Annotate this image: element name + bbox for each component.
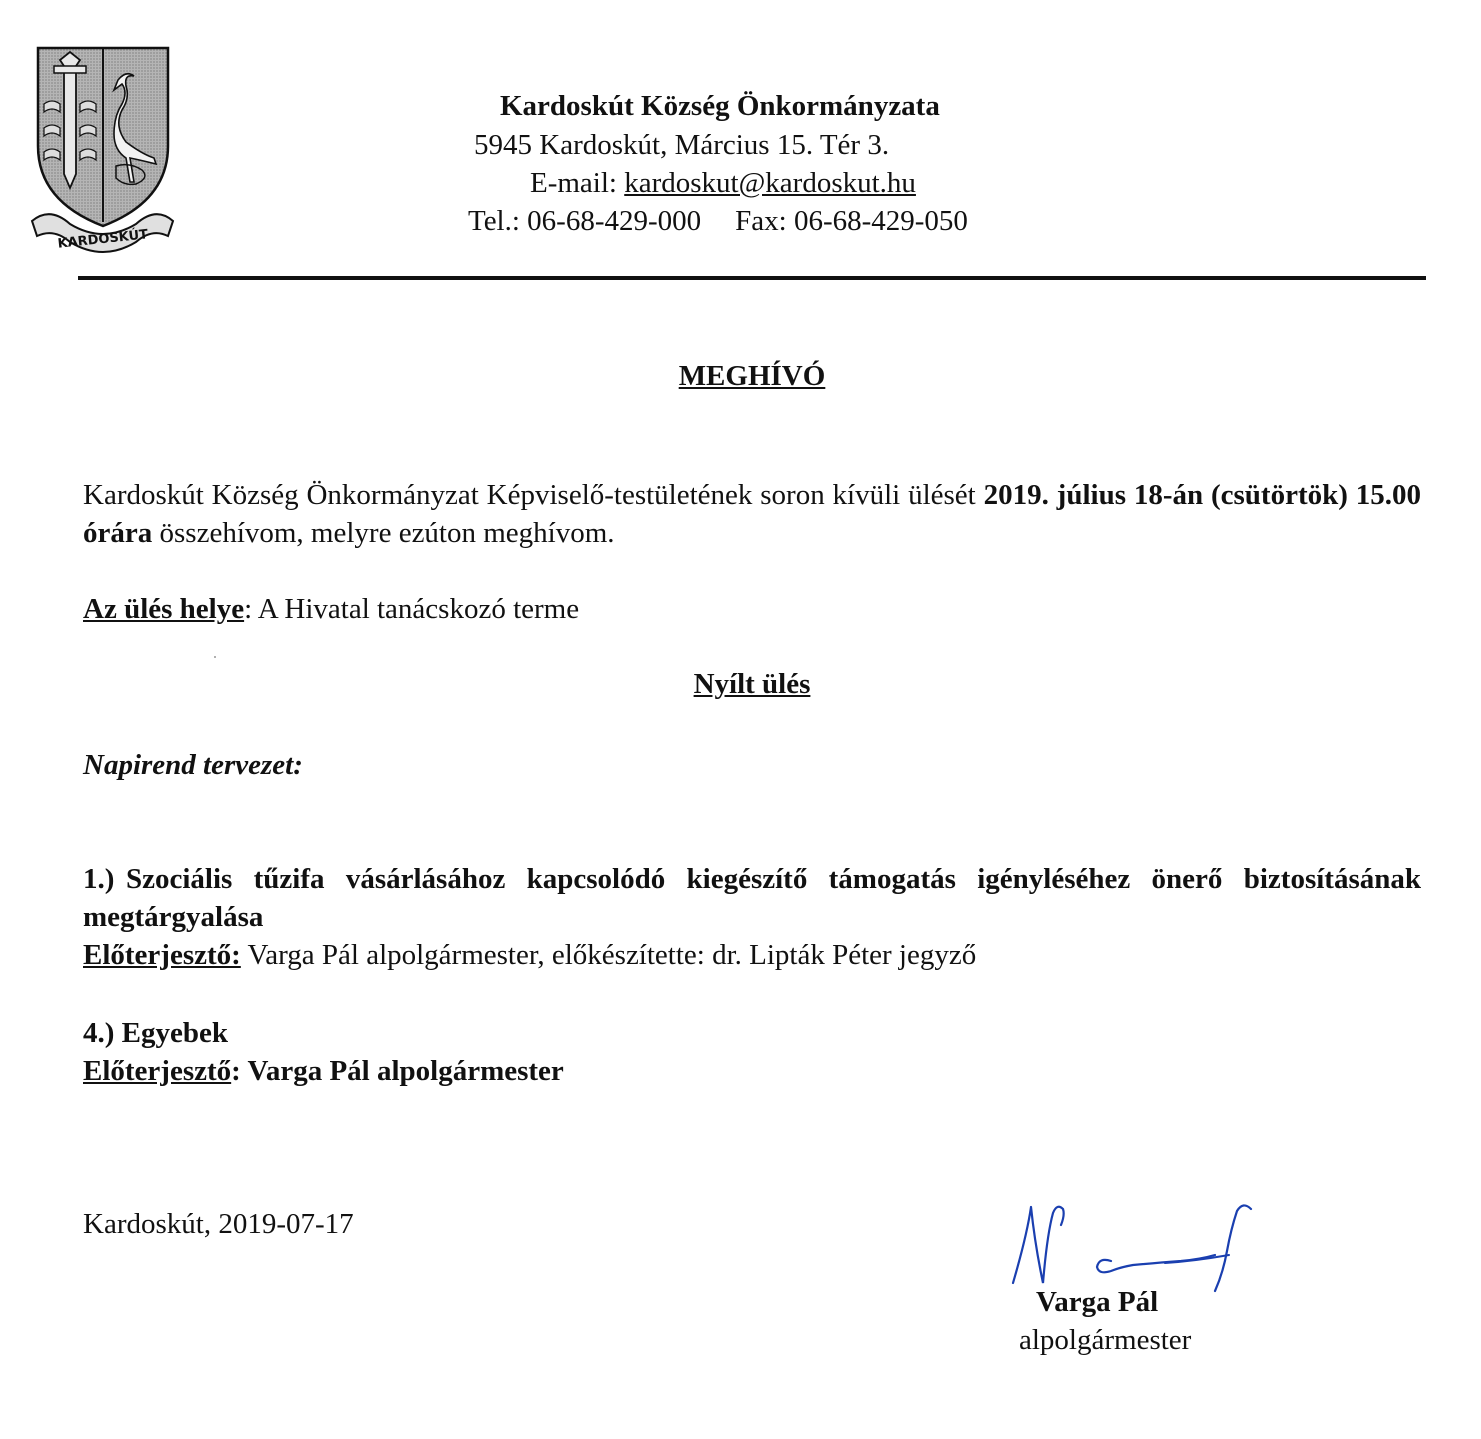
place-and-date: Kardoskút, 2019-07-17 <box>83 1208 354 1240</box>
presenter-label: Előterjesztő: <box>83 939 241 971</box>
invitation-text-end: összehívom, melyre ezúton meghívom. <box>152 517 615 549</box>
invitation-paragraph <box>83 476 1421 552</box>
fax: Fax: 06-68-429-050 <box>735 205 968 237</box>
signatory-name: Varga Pál <box>1036 1286 1159 1318</box>
organization-address: 5945 Kardoskút, Március 15. Tér 3. <box>474 129 890 161</box>
telephone: Tel.: 06-68-429-000 <box>468 205 702 237</box>
agenda-item <box>83 1014 1421 1052</box>
email-line <box>530 164 916 202</box>
meeting-place-value: : A Hivatal tanácskozó terme <box>244 593 580 625</box>
meeting-date: 2019. július 18-án (csütörtök) 15.00 órára <box>83 479 1421 549</box>
document-title: MEGHÍVÓ <box>678 360 826 392</box>
invitation-text: Kardoskút Község Önkormányzat Képviselő-testületének soron kívüli ülését <box>83 479 984 511</box>
email-link[interactable]: kardoskut@kardoskut.hu <box>624 167 916 199</box>
header-divider <box>78 276 1426 280</box>
agenda-item-number: 1.) <box>83 863 115 895</box>
agenda-title: Napirend tervezet: <box>83 749 303 781</box>
agenda-item <box>83 860 1421 936</box>
signatory-role: alpolgármester <box>1019 1324 1192 1356</box>
agenda-item-text: Szociális tűzifa vásárlásához kapcsolódó kiegészítő támogatás igényléséhez önerő biztosításának megtárgyalása <box>83 863 1421 933</box>
meeting-place-label: Az ülés helye <box>83 593 245 625</box>
presenter-value: : Varga Pál alpolgármester <box>231 1055 564 1087</box>
coat-of-arms-icon <box>30 46 175 261</box>
email-label: E-mail: <box>530 167 625 199</box>
session-type: Nyílt ülés <box>693 668 811 700</box>
agenda-item-presenter <box>83 1052 1421 1090</box>
scan-speck <box>214 656 216 658</box>
presenter-label: Előterjesztő <box>83 1055 232 1087</box>
organization-name: Kardoskút Község Önkormányzata <box>500 90 940 122</box>
svg-text:KARDOSKÚT: KARDOSKÚT <box>56 227 149 252</box>
agenda-item-number: 4.) <box>83 1017 115 1049</box>
handwritten-signature <box>1005 1195 1265 1295</box>
presenter-value: Varga Pál alpolgármester, előkészítette: dr. Lipták Péter jegyző <box>240 939 977 971</box>
agenda-item-presenter <box>83 936 1421 974</box>
agenda-item-text: Egyebek <box>114 1017 229 1049</box>
meeting-place <box>83 590 1421 628</box>
phone-fax-line <box>468 202 968 240</box>
